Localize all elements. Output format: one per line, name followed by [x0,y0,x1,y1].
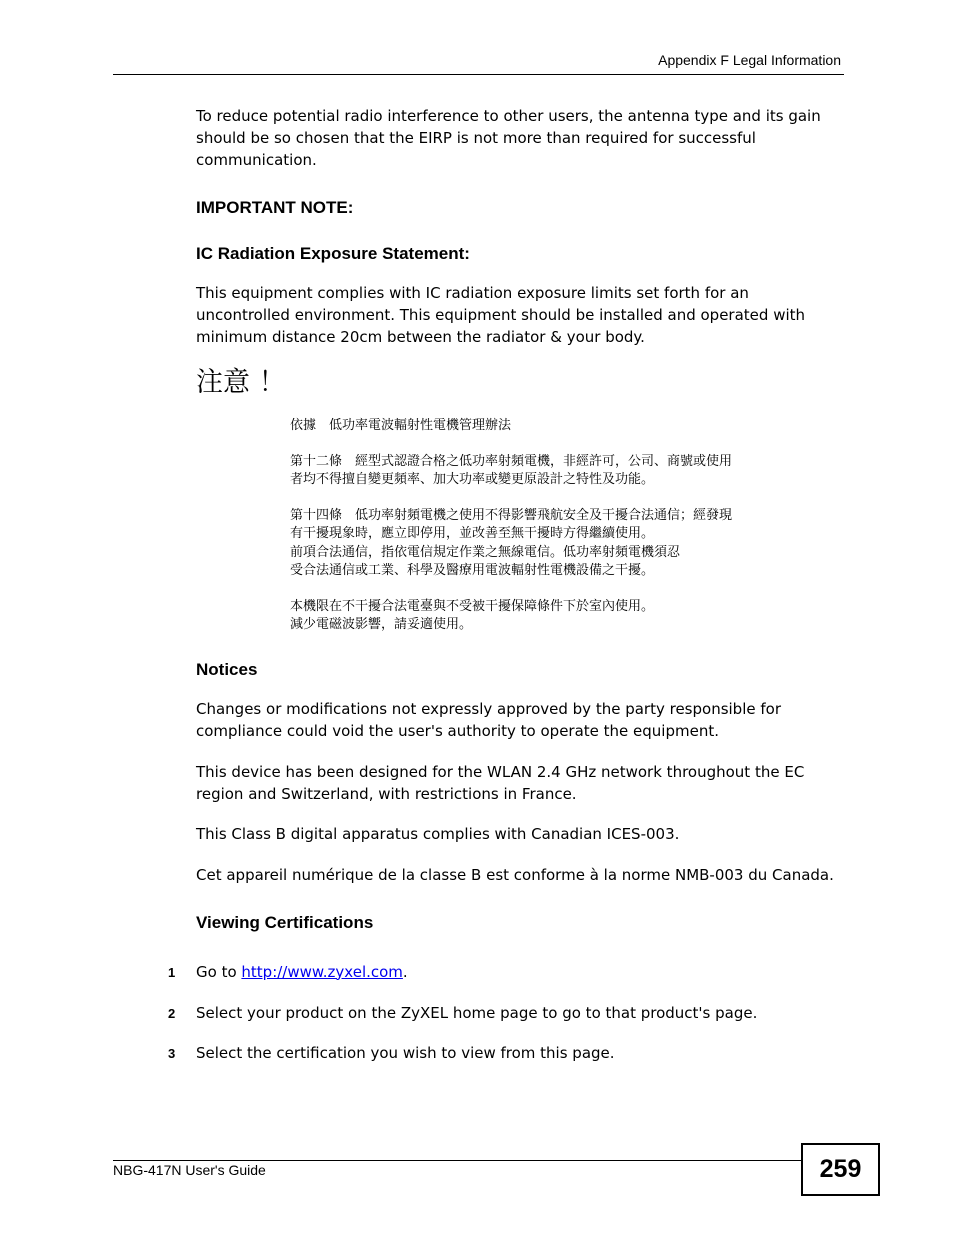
ncc-line: 本機限在不干擾合法電臺與不受被干擾保障條件下於室內使用。 [290,598,655,614]
zyxel-website-link[interactable]: http://www.zyxel.com [241,962,403,981]
ncc-line: 受合法通信或工業、科學及醫療用電波輻射性電機設備之干擾。 [290,563,655,578]
certification-steps [168,961,846,1064]
ncc-line: 依據 低功率電波輻射性電機管理辦法 [290,418,512,433]
list-item [168,961,846,983]
step-text: . [402,962,408,981]
certifications-heading: Viewing Certifications [196,912,374,932]
ncc-line: 第十四條 低功率射頻電機之使用不得影響飛航安全及干擾合法通信；經發現 [290,507,733,523]
ncc-line: 前項合法通信，指依電信規定作業之無線電信。低功率射頻電機須忍 [290,544,681,560]
ncc-line: 有干擾現象時，應立即停用，並改善至無干擾時方得繼續使用。 [290,526,655,541]
running-header: Appendix F Legal Information [658,52,841,68]
list-item [168,1042,846,1064]
step-number: 1 [168,964,176,980]
notices-paragraph: This device has been designed for the WLAN 2.4 GHz network throughout the EC region and Switzerland, with restrictions in France. [196,762,805,803]
page-content [168,105,846,1064]
notices-paragraph: Cet appareil numérique de la classe B est conforme à la norme NMB-003 du Canada. [196,865,834,884]
step-number: 2 [168,1005,176,1021]
footer-rule [113,1160,802,1161]
header-rule [113,74,844,75]
step-text: Select the certification you wish to view from this page. [196,1043,615,1062]
step-text: Select your product on the ZyXEL home page to go to that product's page. [196,1003,758,1022]
guide-title: NBG-417N User's Guide [113,1162,266,1178]
step-number: 3 [168,1045,176,1061]
notices-heading: Notices [196,659,258,679]
ncc-line: 者均不得擅自變更頻率、加大功率或變更原設計之特性及功能。 [290,472,655,487]
notices-paragraph: This Class B digital apparatus complies with Canadian ICES-003. [196,824,680,843]
ncc-line: 第十二條 經型式認證合格之低功率射頻電機，非經許可，公司、商號或使用 [290,453,733,469]
intro-paragraph: To reduce potential radio interference to other users, the antenna type and its gain should be so chosen that the EIRP is not more than required for successful communication. [196,107,821,169]
notices-paragraph: Changes or modifications not expressly approved by the party responsible for compliance could void the user's authority to operate the equipment. [196,699,781,740]
important-note-heading: IMPORTANT NOTE: [196,198,354,217]
ic-heading: IC Radiation Exposure Statement: [196,244,470,263]
ncc-statement [290,417,846,635]
page-number: 259 [801,1143,880,1196]
ncc-title: 注意 ！ [196,367,286,398]
ncc-line: 減少電磁波影響，請妥適使用。 [290,617,473,632]
ic-paragraph: This equipment complies with IC radiation exposure limits set forth for an uncontrolled environment. This equipment should be installed and operated with minimum distance 20cm between the radiator & your body. [196,284,806,346]
list-item [168,1002,846,1024]
step-text: Go to [196,962,242,981]
